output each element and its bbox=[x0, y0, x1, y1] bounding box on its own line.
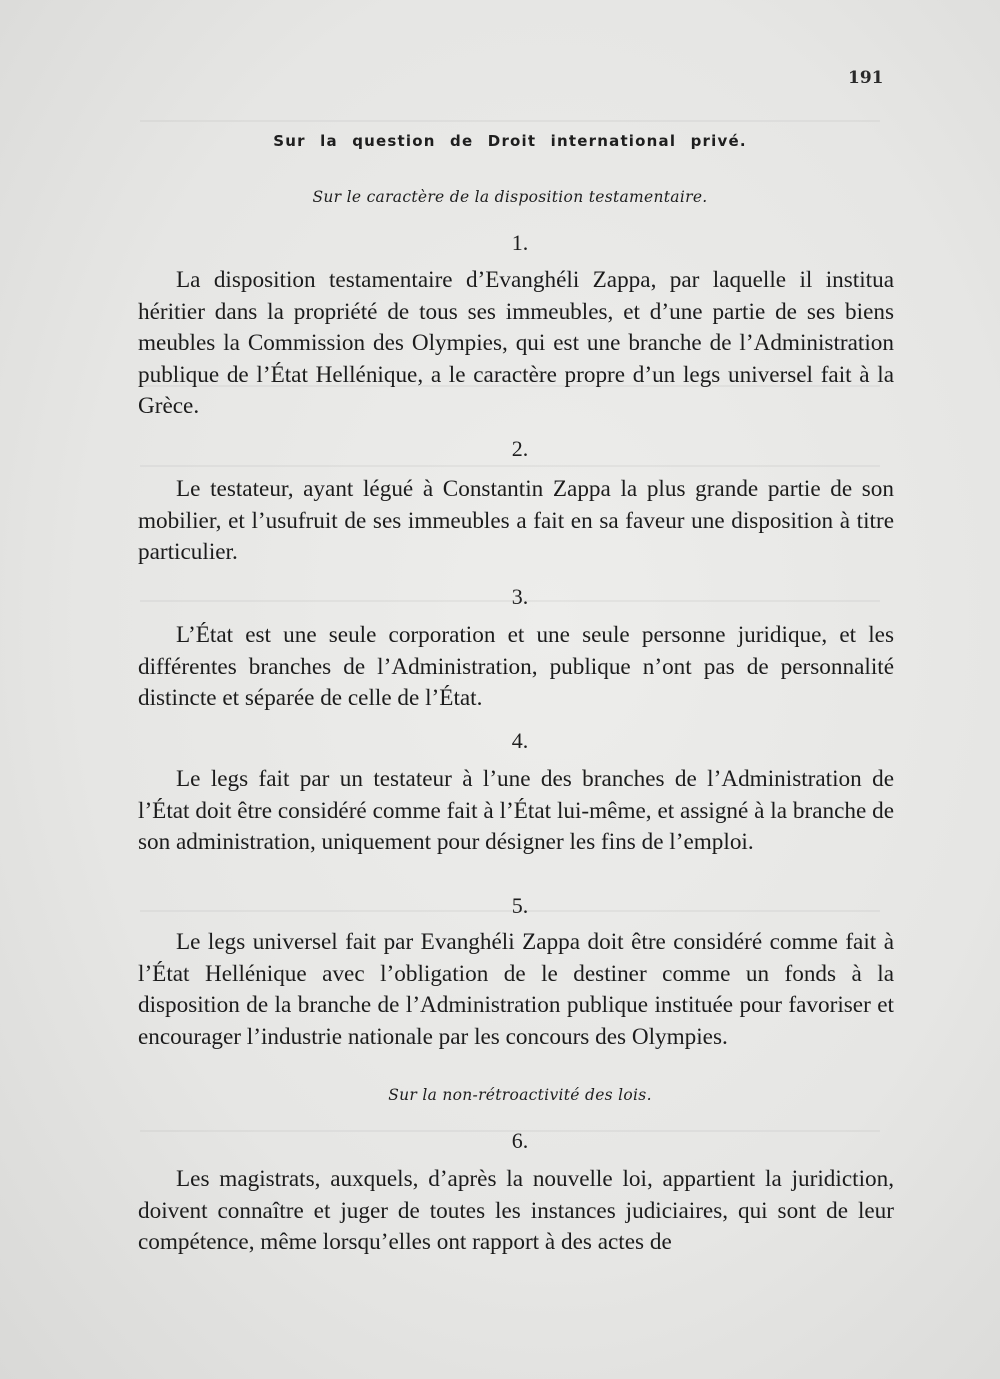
subheading-non-retroactivity: Sur la non-rétroactivité des lois. bbox=[388, 1086, 652, 1104]
bleed-through-line bbox=[140, 465, 880, 467]
subheading-testamentary: Sur le caractère de la disposition testamentaire. bbox=[312, 188, 708, 206]
section-heading: Sur la question de Droit international privé. bbox=[273, 132, 747, 150]
paragraph-2: Le testateur, ayant légué à Constantin Zappa la plus grande partie de son mobilier, et l’usufruit de ses immeubles a fait en sa faveur une disposition à titre particulier. bbox=[138, 476, 894, 565]
section-number-6: 6. bbox=[511, 1128, 529, 1153]
section-number-3: 3. bbox=[511, 584, 529, 609]
paragraph-1: La disposition testamentaire d’Evanghéli Zappa, par laquelle il institua héritier dans la propriété de tous ses immeubles, et d’une partie de ses biens meubles la Commission des Olympies, qui est une branche de l’Administration publique de l’État Hellénique, a le caractère propre d’un legs universel fait à la Grèce. bbox=[138, 267, 894, 419]
paragraph-5: Le legs universel fait par Evanghéli Zappa doit être considéré comme fait à l’État Hellénique avec l’obligation de le destiner comme un fonds à la disposition de la branche de l’Administration publique instituée pour favoriser et encourager l’industrie nationale par les concours des Olympies. bbox=[138, 929, 894, 1050]
bleed-through-line bbox=[140, 120, 880, 122]
paragraph-6: Les magistrats, auxquels, d’après la nouvelle loi, appartient la juridiction, doivent connaître et juger de toutes les instances judiciaires, qui sont de leur compétence, même lorsqu’elles ont rapport à des actes de bbox=[138, 1166, 894, 1255]
paragraph-3: L’État est une seule corporation et une seule personne juridique, et les différentes branches de l’Administration, publique n’ont pas de personnalité distincte et séparée de celle de l’État. bbox=[138, 622, 894, 711]
section-number-1: 1. bbox=[511, 230, 529, 255]
paragraph-4: Le legs fait par un testateur à l’une des branches de l’Administration de l’État doit être considéré comme fait à l’État lui-même, et assigné à la branche de son administration, uniquement pour désigner les fins de l’emploi. bbox=[138, 766, 894, 855]
page-number: 191 bbox=[848, 68, 884, 88]
section-number-4: 4. bbox=[511, 728, 529, 753]
section-number-2: 2. bbox=[511, 436, 529, 461]
section-number-5: 5. bbox=[511, 893, 529, 918]
